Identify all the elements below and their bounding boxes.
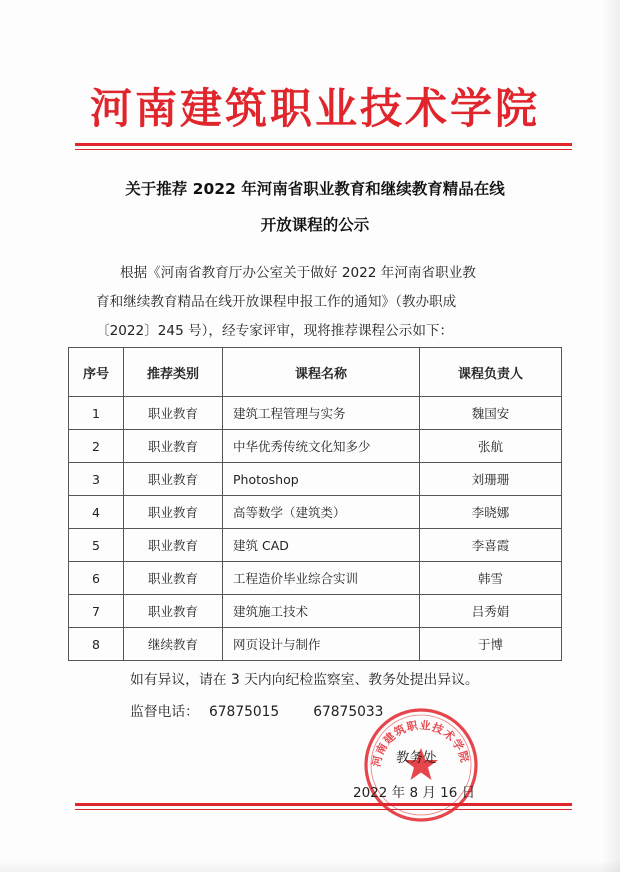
cell-no: 2 bbox=[69, 430, 124, 463]
seal-text: 河南建筑职业技术学院 bbox=[369, 718, 472, 768]
table-row bbox=[69, 562, 562, 595]
cell-no: 6 bbox=[69, 562, 124, 595]
scan-edge-shadow bbox=[602, 0, 620, 872]
cell-course-name: 建筑 CAD bbox=[223, 529, 420, 562]
phone-label: 监督电话： bbox=[130, 704, 199, 720]
cell-course-lead: 魏国安 bbox=[420, 397, 562, 430]
objection-notice: 如有异议，请在 3 天内向纪检监察室、教务处提出异议。 bbox=[130, 672, 479, 688]
cell-category: 职业教育 bbox=[124, 496, 223, 529]
table-row bbox=[69, 430, 562, 463]
footer-red-rule-thin bbox=[75, 809, 572, 810]
cell-course-name: 工程造价毕业综合实训 bbox=[223, 562, 420, 595]
cell-no: 4 bbox=[69, 496, 124, 529]
course-table bbox=[68, 347, 562, 661]
cell-course-name: 建筑施工技术 bbox=[223, 595, 420, 628]
letterhead-red-rule bbox=[75, 143, 572, 146]
phone-number-1: 67875015 bbox=[208, 704, 280, 720]
cell-course-lead: 李晓娜 bbox=[420, 496, 562, 529]
table-row bbox=[69, 496, 562, 529]
cell-course-lead: 吕秀娟 bbox=[420, 595, 562, 628]
notice-body-line: 〔2022〕245 号），经专家评审，现将推荐课程公示如下： bbox=[96, 323, 454, 339]
table-row bbox=[69, 529, 562, 562]
cell-category: 职业教育 bbox=[124, 595, 223, 628]
cell-course-lead: 张航 bbox=[420, 430, 562, 463]
table-row bbox=[69, 595, 562, 628]
cell-category: 继续教育 bbox=[124, 628, 223, 661]
supervision-phone bbox=[130, 700, 570, 720]
cell-course-lead: 于博 bbox=[420, 628, 562, 661]
column-header-course-lead: 课程负责人 bbox=[420, 348, 562, 397]
scan-bottom-shadow bbox=[0, 860, 620, 872]
issue-date: 2022 年 8 月 16 日 bbox=[353, 785, 476, 801]
notice-title-line1: 关于推荐 2022 年河南省职业教育和继续教育精品在线 bbox=[125, 180, 505, 198]
notice-body-line: 育和继续教育精品在线开放课程申报工作的通知》（教办职成 bbox=[96, 294, 457, 310]
footer-red-rule bbox=[75, 803, 572, 806]
cell-no: 1 bbox=[69, 397, 124, 430]
cell-course-lead: 韩雪 bbox=[420, 562, 562, 595]
notice-body bbox=[96, 259, 571, 346]
table-row bbox=[69, 397, 562, 430]
cell-course-lead: 刘珊珊 bbox=[420, 463, 562, 496]
cell-no: 3 bbox=[69, 463, 124, 496]
column-header-no: 序号 bbox=[69, 348, 124, 397]
cell-course-name: 高等数学（建筑类） bbox=[223, 496, 420, 529]
cell-no: 7 bbox=[69, 595, 124, 628]
letterhead-red-rule-thin bbox=[75, 149, 572, 150]
cell-no: 5 bbox=[69, 529, 124, 562]
table-row bbox=[69, 628, 562, 661]
issuing-office: 教务处 bbox=[396, 750, 437, 766]
phone-number-2: 67875033 bbox=[313, 704, 384, 720]
cell-category: 职业教育 bbox=[124, 529, 223, 562]
table-header-row bbox=[69, 348, 562, 397]
column-header-course-name: 课程名称 bbox=[223, 348, 420, 397]
cell-course-name: 建筑工程管理与实务 bbox=[223, 397, 420, 430]
cell-course-name: 中华优秀传统文化知多少 bbox=[223, 430, 420, 463]
column-header-category: 推荐类别 bbox=[124, 348, 223, 397]
cell-course-name: Photoshop bbox=[223, 463, 420, 496]
table-row bbox=[69, 463, 562, 496]
cell-category: 职业教育 bbox=[124, 562, 223, 595]
cell-no: 8 bbox=[69, 628, 124, 661]
cell-category: 职业教育 bbox=[124, 463, 223, 496]
cell-course-lead: 李喜霞 bbox=[420, 529, 562, 562]
org-letterhead-title: 河南建筑职业技术学院 bbox=[89, 84, 540, 133]
notice-body-line: 根据《河南省教育厅办公室关于做好 2022 年河南省职业教 bbox=[120, 265, 476, 281]
notice-title-line2: 开放课程的公示 bbox=[260, 216, 370, 234]
cell-category: 职业教育 bbox=[124, 430, 223, 463]
cell-category: 职业教育 bbox=[124, 397, 223, 430]
cell-course-name: 网页设计与制作 bbox=[223, 628, 420, 661]
